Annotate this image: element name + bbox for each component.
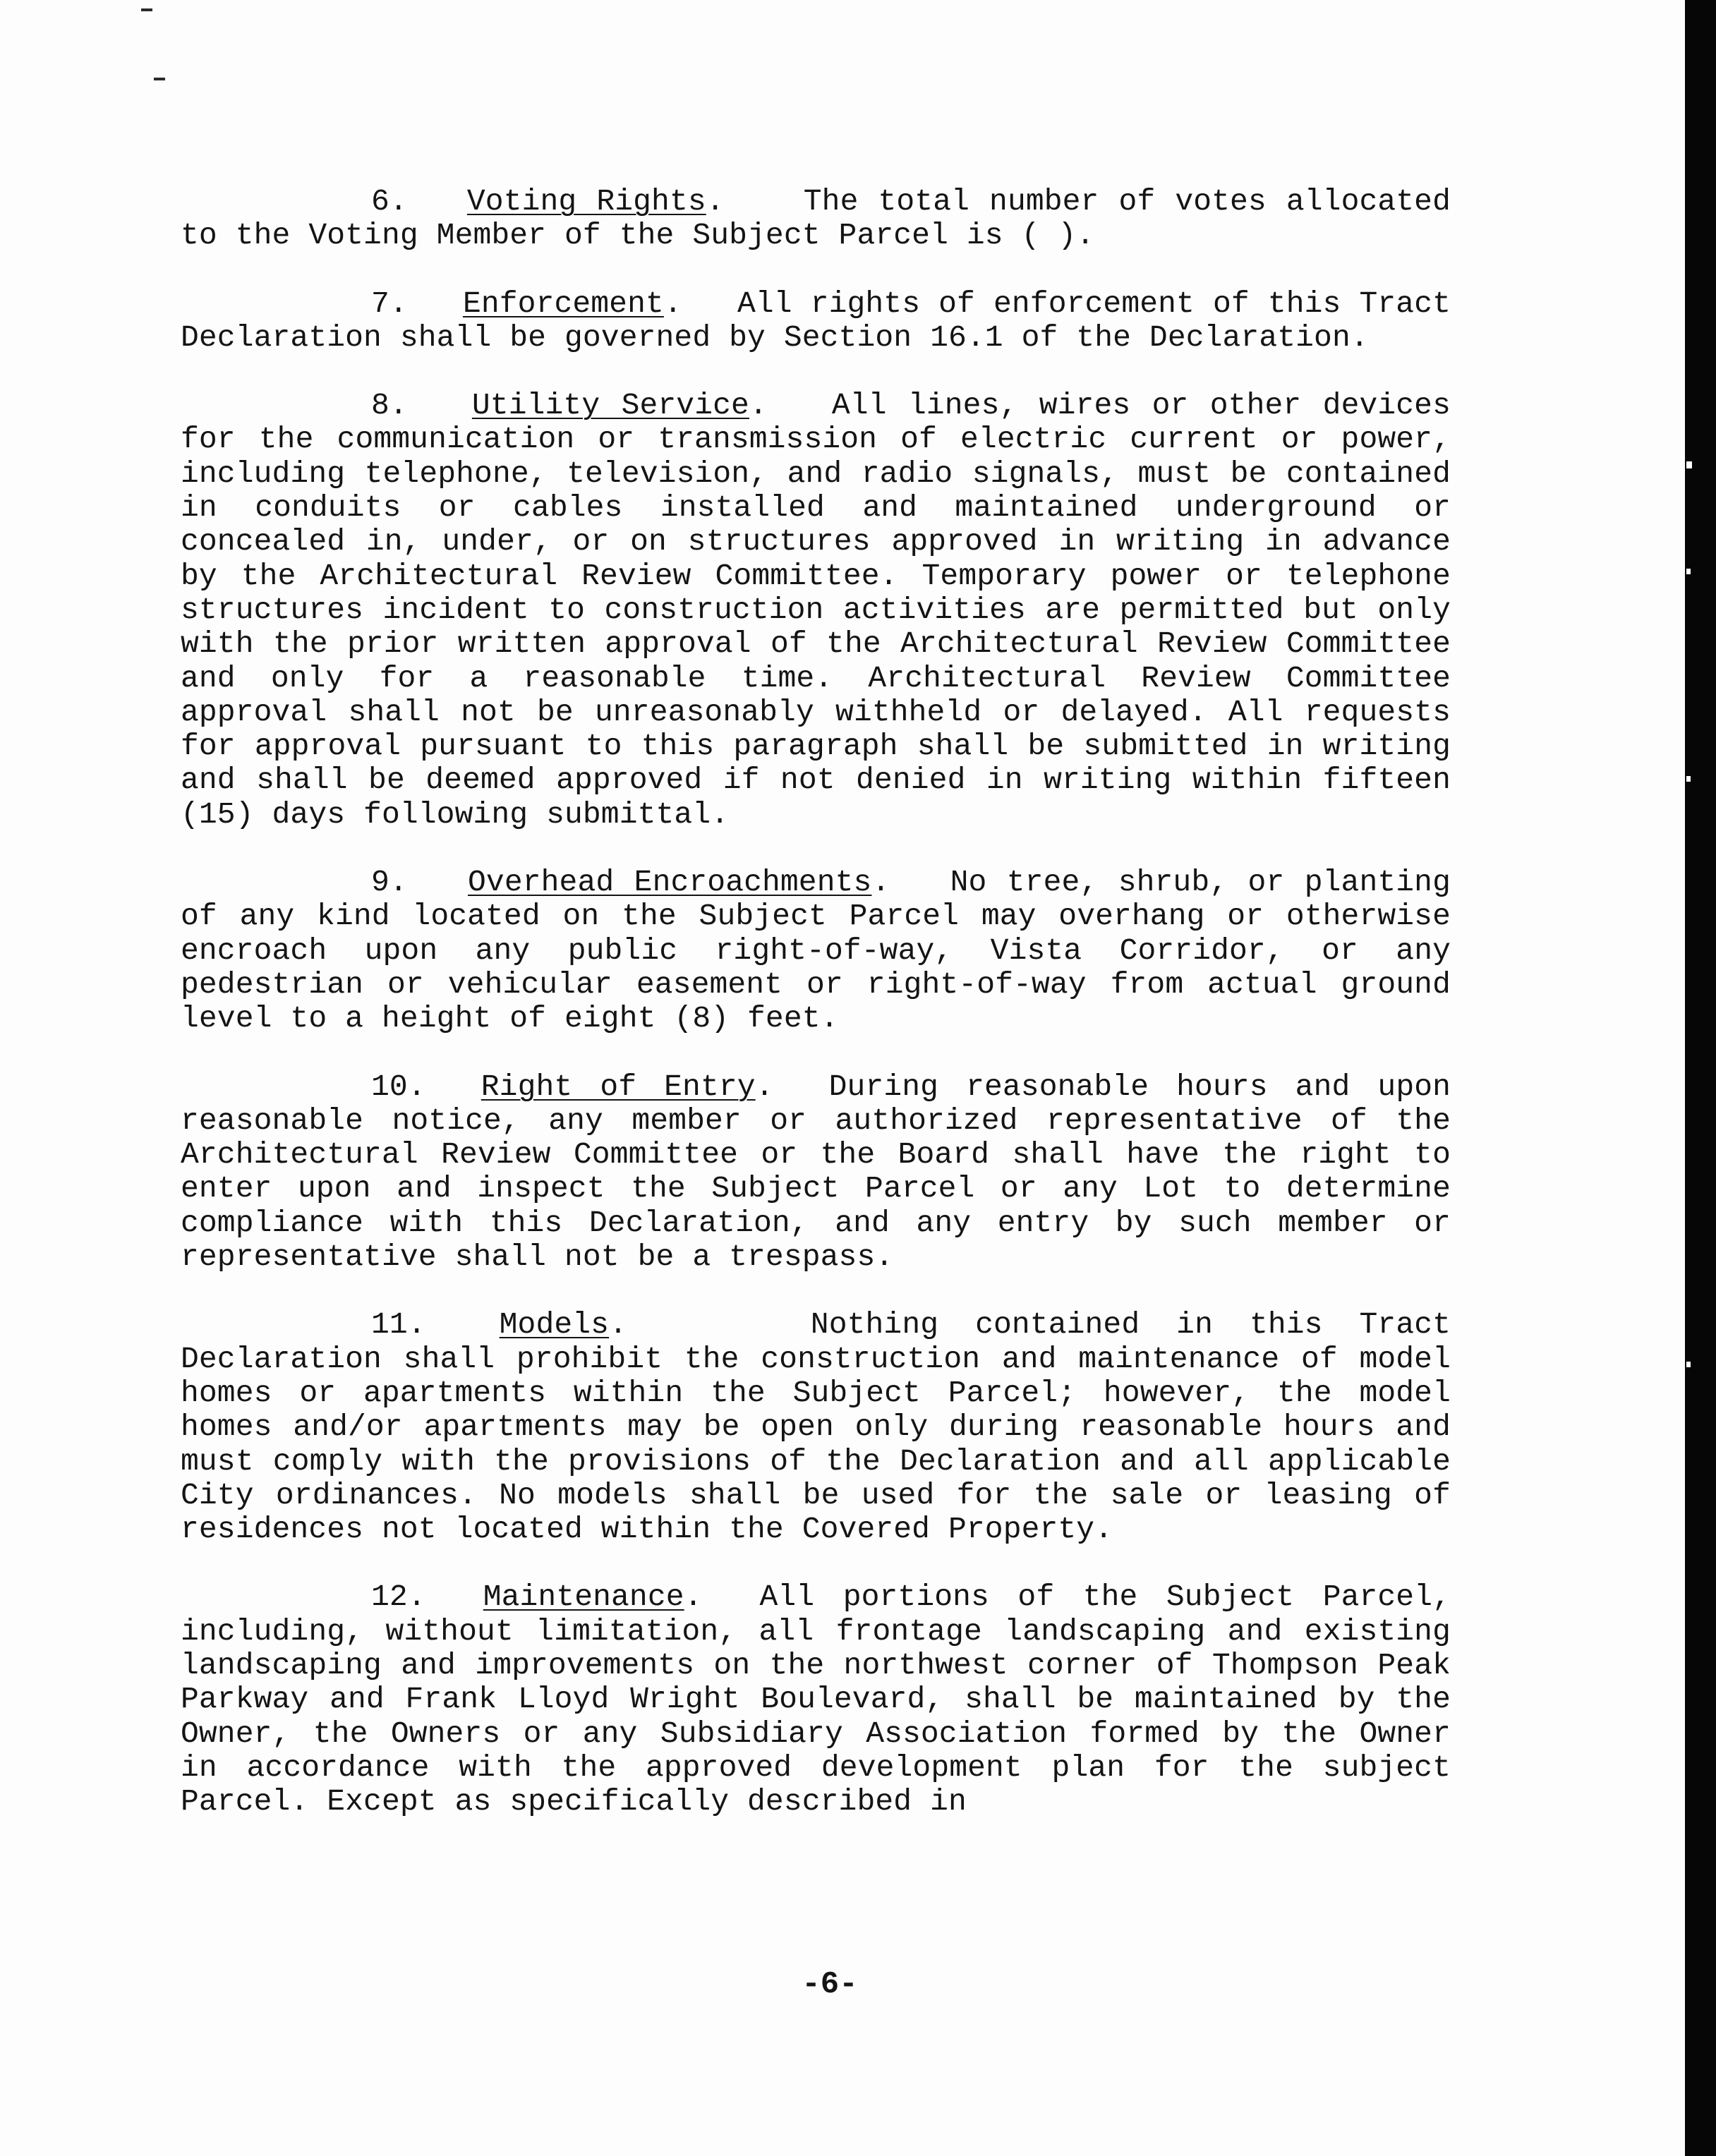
- paragraph-heading: Right of Entry: [481, 1069, 756, 1104]
- paragraph-text: All rights of enforcement of this Tract Declaration shall be governed by Section 16.1 of the Declaration.: [181, 286, 1451, 355]
- paragraph-number: 6.: [371, 184, 408, 219]
- scan-mark-top: [141, 8, 152, 11]
- scan-mark-left: [154, 78, 165, 80]
- paragraph-text: All lines, wires or other devices for the communication or transmission of electric current or power, including telephone, television, and radio signals, must be contained in conduits or cables installed and maintained underground or concealed in, under, or on structures approved in writing in advance by the Architectural Review Committee. Temporary power or telephone structures incident to construction activities are permitted but only with the prior written approval of the Architectural Review Committee and only for a reasonable time. Architectural Review Committee approval shall not be unreasonably withheld or delayed. All requests for approval pursuant to this paragraph shall be submitted in writing and shall be deemed approved if not denied in writing within fifteen (15) days following submittal.: [181, 388, 1451, 832]
- paragraph-heading: Utility Service: [471, 388, 749, 423]
- paragraph-voting-rights: 6. Voting Rights. The total number of votes allocated to the Voting Member of the Subject Parcel is ( ).: [181, 184, 1451, 253]
- paragraph-text: During reasonable hours and upon reasonable notice, any member or authorized representative of the Architectural Review Committee or the Board shall have the right to enter upon and inspect the Subject Parcel or any Lot to determine compliance with this Declaration, and any entry by such member or representative shall not be a trespass.: [181, 1069, 1451, 1275]
- paragraph-right-of-entry: 10. Right of Entry. During reasonable hours and upon reasonable notice, any member or authorized representative of the Architectural Review Committee or the Board shall have the right to enter upon and inspect the Subject Parcel or any Lot to determine compliance with this Declaration, and any entry by such member or representative shall not be a trespass.: [181, 1069, 1451, 1275]
- paragraph-text: The total number of votes allocated to the Voting Member of the Subject Parcel is ( ).: [181, 184, 1451, 253]
- paragraph-heading: Voting Rights: [466, 184, 706, 219]
- paragraph-text: No tree, shrub, or planting of any kind located on the Subject Parcel may overhang or otherwise encroach upon any public right-of-way, Vista Corridor, or any pedestrian or vehicular easement or right-of-way from actual ground level to a height of eight (8) feet.: [181, 865, 1451, 1036]
- paragraph-number: 12.: [371, 1580, 426, 1615]
- paragraph-maintenance: 12. Maintenance. All portions of the Subject Parcel, including, without limitation, all frontage landscaping and existing landscaping and improvements on the northwest corner of Thompson Peak Parkway and Frank Lloyd Wright Boulevard, shall be maintained by the Owner, the Owners or any Subsidiary Association formed by the Owner in accordance with the approved development plan for the subject Parcel. Except as specifically described in: [181, 1580, 1451, 1819]
- page-number: -6-: [802, 1967, 858, 2002]
- paragraph-number: 11.: [371, 1307, 426, 1343]
- scan-edge-border: [1685, 0, 1716, 2156]
- paragraph-enforcement: 7. Enforcement. All rights of enforcement of this Tract Declaration shall be governed by Section 16.1 of the Declaration.: [181, 286, 1451, 355]
- paragraph-models: 11. Models. Nothing contained in this Tract Declaration shall prohibit the construction and maintenance of model homes or apartments within the Subject Parcel; however, the model homes and/or apartments may be open only during reasonable hours and must comply with the provisions of the Declaration and all applicable City ordinances. No models shall be used for the sale or leasing of residences not located within the Covered Property.: [181, 1307, 1451, 1547]
- scan-edge-mark: [1686, 1362, 1691, 1367]
- paragraph-heading: Models: [499, 1307, 610, 1343]
- paragraph-overhead-encroachments: 9. Overhead Encroachments. No tree, shrub, or planting of any kind located on the Subject Parcel may overhang or otherwise encroach upon any public right-of-way, Vista Corridor, or any pedestrian or vehicular easement or right-of-way from actual ground level to a height of eight (8) feet.: [181, 865, 1451, 1036]
- document-body: [181, 185, 1451, 1819]
- paragraph-text: Nothing contained in this Tract Declaration shall prohibit the construction and maintenance of model homes or apartments within the Subject Parcel; however, the model homes and/or apartments may be open only during reasonable hours and must comply with the provisions of the Declaration and all applicable City ordinances. No models shall be used for the sale or leasing of residences not located within the Covered Property.: [181, 1307, 1451, 1547]
- paragraph-number: 8.: [371, 388, 408, 423]
- paragraph-heading: Maintenance: [483, 1580, 684, 1615]
- scan-edge-mark: [1686, 461, 1692, 468]
- paragraph-number: 7.: [371, 286, 408, 321]
- paragraph-number: 9.: [371, 865, 408, 900]
- scan-edge-mark: [1686, 569, 1691, 574]
- paragraph-heading: Enforcement: [462, 286, 664, 321]
- paragraph-text: All portions of the Subject Parcel, including, without limitation, all frontage landscaping and existing landscaping and improvements on the northwest corner of Thompson Peak Parkway and Frank Lloyd Wright Boulevard, shall be maintained by the Owner, the Owners or any Subsidiary Association formed by the Owner in accordance with the approved development plan for the subject Parcel. Except as specifically described in: [181, 1580, 1451, 1819]
- scan-edge-mark: [1686, 776, 1691, 782]
- paragraph-number: 10.: [371, 1069, 426, 1104]
- paragraph-utility-service: 8. Utility Service. All lines, wires or other devices for the communication or transmission of electric current or power, including telephone, television, and radio signals, must be contained in conduits or cables installed and maintained underground or concealed in, under, or on structures approved in writing in advance by the Architectural Review Committee. Temporary power or telephone structures incident to construction activities are permitted but only with the prior written approval of the Architectural Review Committee and only for a reasonable time. Architectural Review Committee approval shall not be unreasonably withheld or delayed. All requests for approval pursuant to this paragraph shall be submitted in writing and shall be deemed approved if not denied in writing within fifteen (15) days following submittal.: [181, 388, 1451, 832]
- paragraph-heading: Overhead Encroachments: [468, 865, 872, 900]
